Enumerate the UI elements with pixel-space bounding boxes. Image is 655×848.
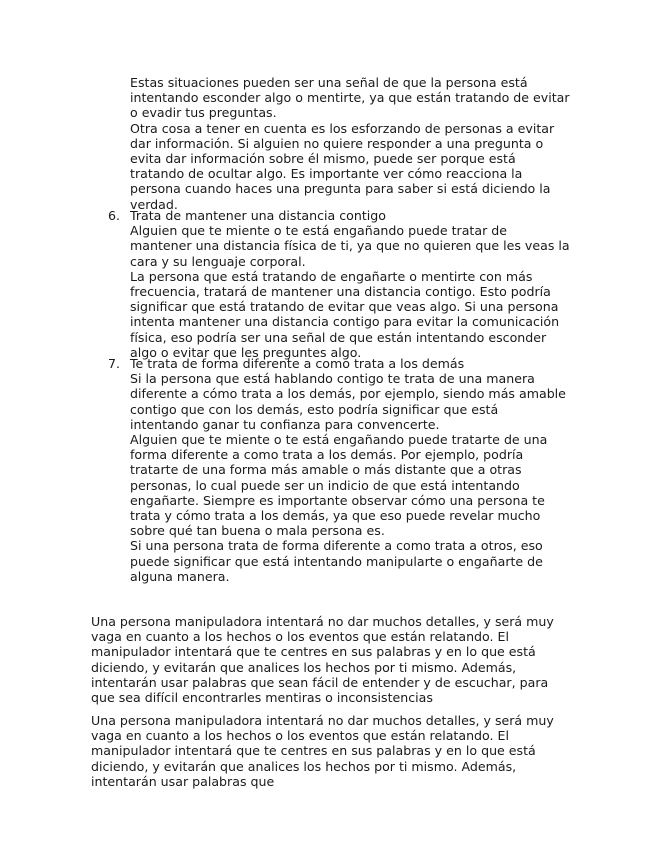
list-item-heading: Te trata de forma diferente a como trata a los demás [130, 356, 465, 371]
list-item-paragraph: Si la persona que está hablando contigo te trata de una manera diferente a cómo trata a los demás, por ejemplo, siendo más amable contigo que con los demás, esto podría significar que está intentando ganar tu confianza para convencerte. [130, 371, 566, 432]
list-item-body [130, 356, 570, 584]
intro-paragraph-1: Estas situaciones pueden ser una señal de que la persona está intentando esconder algo o mentirte, ya que están tratando de evitar o evadir tus preguntas. [130, 75, 570, 121]
list-item-paragraph: Alguien que te miente o te está engañando puede tratar de mantener una distancia física de ti, ya que no quieren que les veas la cara y su lenguaje corporal. [130, 223, 570, 269]
list-item-body [130, 208, 570, 360]
intro-section [130, 75, 570, 212]
list-item-paragraph: Si una persona trata de forma diferente a como trata a otros, eso puede significar que está intentando manipularte o engañarte de alguna manera. [130, 538, 543, 584]
body-paragraph-1: Una persona manipuladora intentará no dar muchos detalles, y será muy vaga en cuanto a los hechos o los eventos que están relatando. El manipulador intentará que te centres en sus palabras y en lo que está diciendo, y evitarán que analices los hechos por ti mismo. Además, intentarán usar palabras que sean fácil de entender y de escuchar, para que sea difícil encontrarles mentiras o inconsistencias [91, 614, 554, 706]
intro-paragraph-2: Otra cosa a tener en cuenta es los esforzando de personas a evitar dar información. Si alguien no quiere responder a una pregunta o evita dar información sobre él mismo, puede ser porque está tratando de ocultar algo. Es importante ver cómo reacciona la persona cuando haces una pregunta para saber si está diciendo la verdad. [130, 120, 555, 212]
list-item-heading: Trata de mantener una distancia contigo [130, 208, 386, 223]
list-number: 7. [108, 356, 121, 371]
list-item-paragraph: Alguien que te miente o te está engañando puede tratarte de una forma diferente a como trata a los demás. Por ejemplo, podría tratarte de una forma más amable o más distante que a otras personas, lo cual puede ser un indicio de que está intentando engañarte. Siempre es importante observar cómo una persona te trata y cómo trata a los demás, ya que eso puede revelar mucho sobre qué tan buena o mala persona es. [130, 432, 548, 539]
list-number: 6. [108, 208, 121, 223]
body-paragraph-2: Una persona manipuladora intentará no dar muchos detalles, y será muy vaga en cuanto a los hechos o los eventos que están relatando. El manipulador intentará que te centres en sus palabras y en lo que está diciendo, y evitarán que analices los hechos por ti mismo. Además, intentarán usar palabras que [91, 713, 554, 789]
list-item-paragraph: La persona que está tratando de engañarte o mentirte con más frecuencia, tratará de mantener una distancia contigo. Esto podría significar que está tratando de evitar que veas algo. Si una persona intenta mantener una distancia contigo para evitar la comunicación física, eso podría ser una señal de que están intentando esconder algo o evitar que les preguntes algo. [130, 268, 560, 360]
